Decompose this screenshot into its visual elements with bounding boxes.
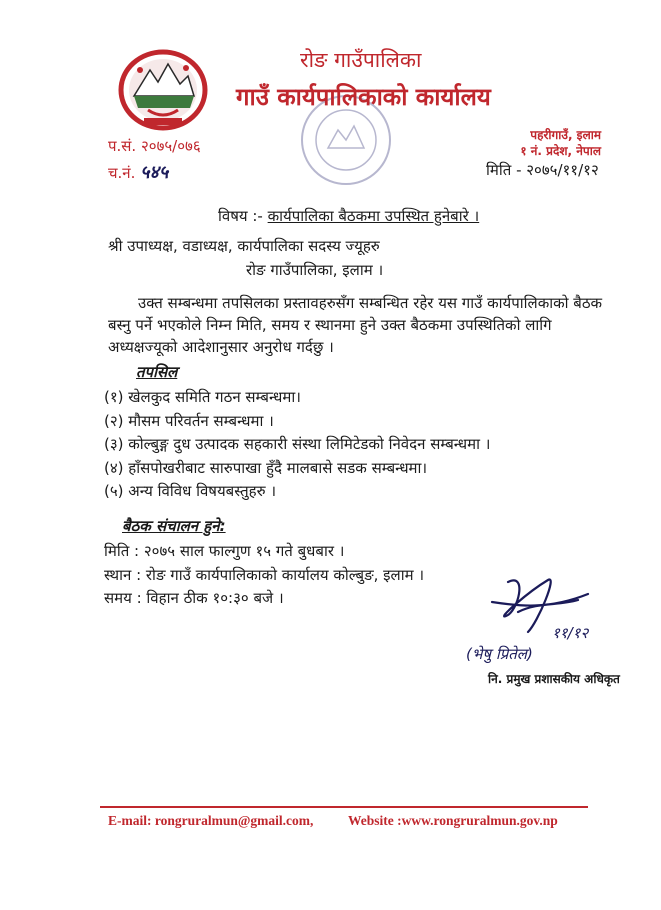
meeting-details: [104, 540, 424, 611]
cn-value: ५४५: [140, 162, 169, 183]
body-paragraph: उक्त सम्बन्धमा तपसिलका प्रस्तावहरुसँग सम्बन्धित रहेर यस गाउँ कार्यपालिकाको बैठक बस्नु पर्ने भएकोले निम्न मिति, समय र स्थानमा हुने उक्त बैठकमा उपस्थितिको लागि अध्यक्षज्यूको आदेशानुसार अनुरोध गर्दछु ।: [108, 294, 603, 356]
address-line-2: १ नं. प्रदेश, नेपाल: [520, 144, 601, 158]
agenda-heading: तपसिल: [136, 363, 178, 381]
agenda-item: (१) खेलकुद समिति गठन सम्बन्धमा।: [104, 388, 301, 406]
subject-text: कार्यपालिका बैठकमा उपस्थित हुनेबारे ।: [267, 207, 480, 225]
cn-label: च.नं.: [108, 164, 136, 182]
footer-website: Website :www.rongruralmun.gov.np: [348, 813, 558, 828]
footer-email: E-mail: rongruralmun@gmail.com,: [108, 813, 314, 828]
meeting-place: स्थान : रोङ गाउँ कार्यपालिकाको कार्यालय कोल्बुङ, इलाम ।: [104, 565, 425, 584]
org-name: रोङ गाउँपालिका: [300, 48, 422, 72]
addressee-line-1: श्री उपाध्यक्ष, वडाध्यक्ष, कार्यपालिका सदस्य ज्यूहरु: [108, 237, 380, 255]
footer-divider: [100, 806, 588, 808]
agenda-item: (४) हाँसपोखरीबाट सारुपाखा हुँदै मालबासे सडक सम्बन्धमा।: [104, 458, 428, 477]
letter-date: मिति - २०७५/११/१२: [486, 161, 599, 179]
agenda-item: (३) कोल्बुङ्ग दुध उत्पादक सहकारी संस्था लिमिटेडको निवेदन सम्बन्धमा ।: [104, 435, 491, 453]
agenda-list: [104, 386, 490, 504]
meeting-time: समय : विहान ठीक १०:३० बजे ।: [104, 589, 284, 607]
subject-line: [218, 206, 479, 226]
signatory-name: (भेषु प्रितेल): [466, 645, 533, 663]
reference-number: [108, 136, 201, 156]
address-line-1: पहरीगाउँ, इलाम: [530, 128, 601, 142]
signatory-title: नि. प्रमुख प्रशासकीय अधिकृत: [488, 672, 620, 686]
ps-label: प.सं.: [108, 137, 137, 155]
nepal-emblem-logo: [118, 48, 208, 132]
date-value: २०७५/११/१२: [526, 161, 599, 179]
signature-date: ११/१२: [552, 624, 589, 642]
ps-value: २०७५/०७६: [140, 137, 201, 155]
agenda-item: (२) मौसम परिवर्तन सम्बन्धमा ।: [104, 411, 274, 430]
addressee-line-2: रोङ गाउँपालिका, इलाम ।: [246, 261, 384, 279]
subject-label: विषय :-: [218, 207, 263, 225]
meeting-date: मिति : २०७५ साल फाल्गुण १५ गते बुधबार ।: [104, 542, 345, 560]
meeting-heading: बैठक संचालन हुने:: [122, 517, 226, 535]
dispatch-number: [108, 160, 168, 184]
office-name: गाउँ कार्यपालिकाको कार्यालय: [236, 83, 491, 111]
date-label: मिति: [486, 161, 512, 179]
agenda-item: (५) अन्य विविध विषयबस्तुहरु ।: [104, 482, 277, 500]
